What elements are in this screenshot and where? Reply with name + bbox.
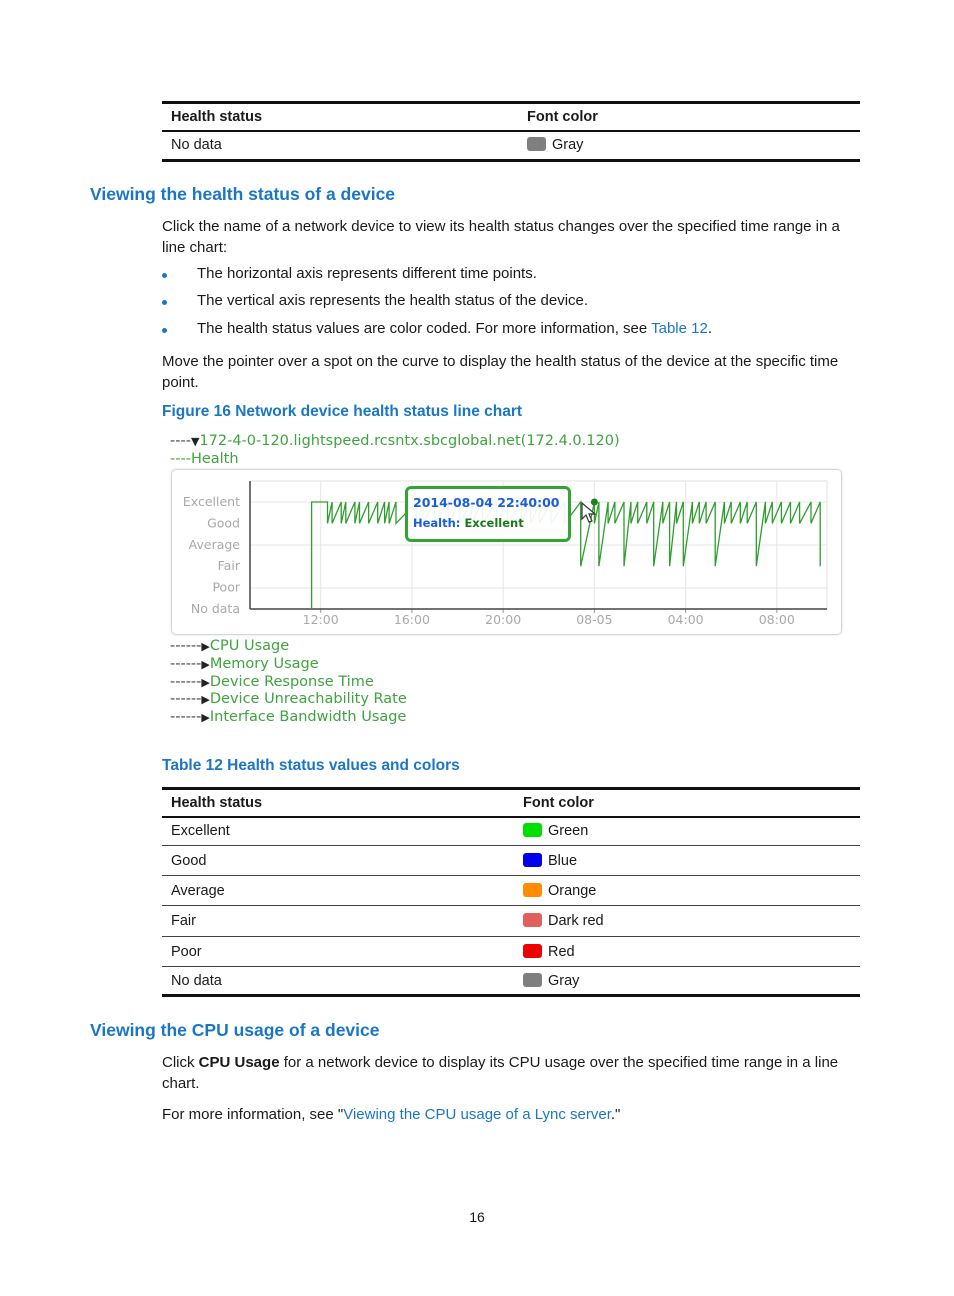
status-cell: Poor [171, 943, 202, 960]
color-swatch [523, 913, 542, 927]
tree-dash: ------ [170, 709, 202, 726]
x-tick-labels [303, 612, 795, 627]
more-info-post: ." [610, 1106, 621, 1123]
y-tick-label: Good [207, 515, 240, 531]
lync-cpu-link[interactable]: Viewing the CPU usage of a Lync server [343, 1106, 611, 1123]
caret-right-icon: ▶ [201, 693, 210, 707]
header-font-color: Font color [523, 794, 594, 811]
health-label: Health [190, 451, 239, 467]
section-title: Viewing the health status of a device [90, 184, 396, 204]
caret-right-icon: ▶ [201, 711, 210, 725]
health-colors-table [162, 787, 860, 997]
metric-node[interactable] [170, 691, 407, 707]
tree-dash: ------ [170, 673, 202, 690]
table-row [162, 906, 860, 937]
intro-paragraph: Click the name of a network device to view its health status changes over the specified time range in a line chart: [162, 218, 840, 256]
metric-node[interactable] [170, 638, 289, 654]
tooltip-value: Excellent [464, 516, 524, 530]
y-tick-label: No data [190, 601, 240, 616]
x-tick-label: 12:00 [302, 612, 339, 627]
metric-node[interactable] [170, 709, 406, 725]
bullet-icon [162, 328, 167, 333]
bullet-text [197, 320, 712, 337]
status-cell: No data [171, 972, 222, 989]
header-font-color: Font color [527, 108, 598, 125]
color-name: Dark red [548, 913, 604, 929]
x-tick-label: 08-05 [576, 612, 613, 627]
y-tick-label: Poor [212, 579, 240, 595]
color-cell [514, 906, 860, 937]
metric-label: Device Response Time [209, 673, 374, 690]
top-table [162, 101, 860, 162]
color-cell [514, 846, 860, 876]
color-name: Green [548, 823, 589, 840]
color-cell [514, 876, 860, 906]
tooltip-time: 2014-08-04 22:40:00 [413, 495, 560, 510]
bullet-icon [162, 273, 167, 278]
tree-dash: ------ [170, 691, 202, 708]
figure-caption: Figure 16 Network device health status line chart [162, 403, 523, 420]
status-cell: Good [171, 852, 207, 869]
status-cell: No data [171, 137, 222, 154]
status-cell: Fair [171, 913, 196, 929]
color-name: Gray [552, 137, 584, 154]
color-name: Blue [548, 852, 578, 869]
device-node[interactable] [170, 433, 620, 449]
tree-dash: ---- [170, 451, 191, 467]
cpu-paragraph [162, 1052, 864, 1094]
health-node[interactable] [170, 451, 239, 467]
bullet-text-main: The health status values are color coded. For more information, see [197, 320, 652, 337]
caret-right-icon: ▶ [201, 657, 210, 671]
x-tick-label: 20:00 [485, 612, 522, 627]
x-tick-label: 08:00 [758, 612, 795, 627]
y-tick-label: Excellent [182, 494, 240, 509]
bullet-text-end: . [707, 320, 713, 337]
header-health-status: Health status [171, 794, 263, 811]
tooltip-label: Health: [413, 516, 461, 530]
x-tick-label: 16:00 [393, 612, 430, 627]
metric-label: Device Unreachability Rate [209, 691, 407, 708]
caret-down-icon: ▼ [190, 435, 200, 448]
y-tick-labels [183, 494, 241, 616]
section-title: Viewing the CPU usage of a device [90, 1020, 380, 1040]
color-name: Orange [548, 882, 597, 899]
metric-label: Memory Usage [209, 655, 319, 672]
cpu-text-post: for a network device to display its CPU usage over the specified time range in a line chart. [162, 1054, 839, 1092]
page-number: 16 [469, 1209, 485, 1225]
table-caption: Table 12 Health status values and colors [162, 757, 460, 774]
status-cell: Excellent [171, 823, 230, 840]
table-row [162, 937, 860, 967]
bullet-text: The vertical axis represents the health status of the device. [197, 292, 589, 309]
color-cell [514, 967, 860, 996]
color-swatch [523, 944, 542, 958]
chart-tooltip [405, 486, 571, 542]
more-info-paragraph [162, 1104, 864, 1125]
cpu-text-pre: Click [162, 1054, 199, 1071]
color-name: Red [548, 943, 575, 960]
header-health-status: Health status [171, 108, 263, 125]
cpu-usage-bold: CPU Usage [198, 1054, 280, 1071]
status-cell: Average [171, 882, 225, 899]
bullet-icon [162, 300, 167, 305]
metric-label: Interface Bandwidth Usage [209, 709, 407, 726]
color-swatch [527, 137, 546, 151]
table-row [162, 131, 860, 161]
metric-node[interactable] [170, 674, 374, 690]
table-row [162, 876, 860, 906]
metric-node[interactable] [170, 656, 319, 672]
color-cell [518, 131, 860, 161]
color-cell [514, 817, 860, 846]
tree-dash: ---- [170, 433, 191, 449]
color-name: Gray [548, 972, 580, 989]
chart-panel [171, 469, 842, 635]
color-cell [514, 937, 860, 967]
y-tick-label: Average [188, 536, 240, 552]
metric-label: CPU Usage [209, 638, 290, 654]
pointer-paragraph: Move the pointer over a spot on the curve to display the health status of the device at the specific time point. [162, 353, 839, 391]
tree-dash: ------ [170, 655, 202, 672]
tree-dash: ------ [170, 638, 202, 654]
tooltip-line [413, 516, 524, 530]
table-row [162, 967, 860, 996]
table-row [162, 846, 860, 876]
color-swatch [523, 853, 542, 867]
bullet-text: The horizontal axis represents different time points. [197, 265, 537, 282]
device-name: 172-4-0-120.lightspeed.rcsntx.sbcglobal.net(172.4.0.120) [199, 433, 620, 449]
caret-right-icon: ▶ [201, 640, 210, 653]
table12-link[interactable]: Table 12 [651, 320, 708, 337]
caret-right-icon: ▶ [201, 675, 210, 689]
more-info-pre: For more information, see " [162, 1106, 344, 1123]
pointer-cursor-icon [580, 502, 598, 524]
table-row [162, 817, 860, 846]
x-tick-label: 04:00 [667, 612, 704, 627]
color-swatch [523, 883, 542, 897]
color-swatch [523, 973, 542, 987]
y-tick-label: Fair [217, 558, 240, 574]
color-swatch [523, 823, 542, 837]
